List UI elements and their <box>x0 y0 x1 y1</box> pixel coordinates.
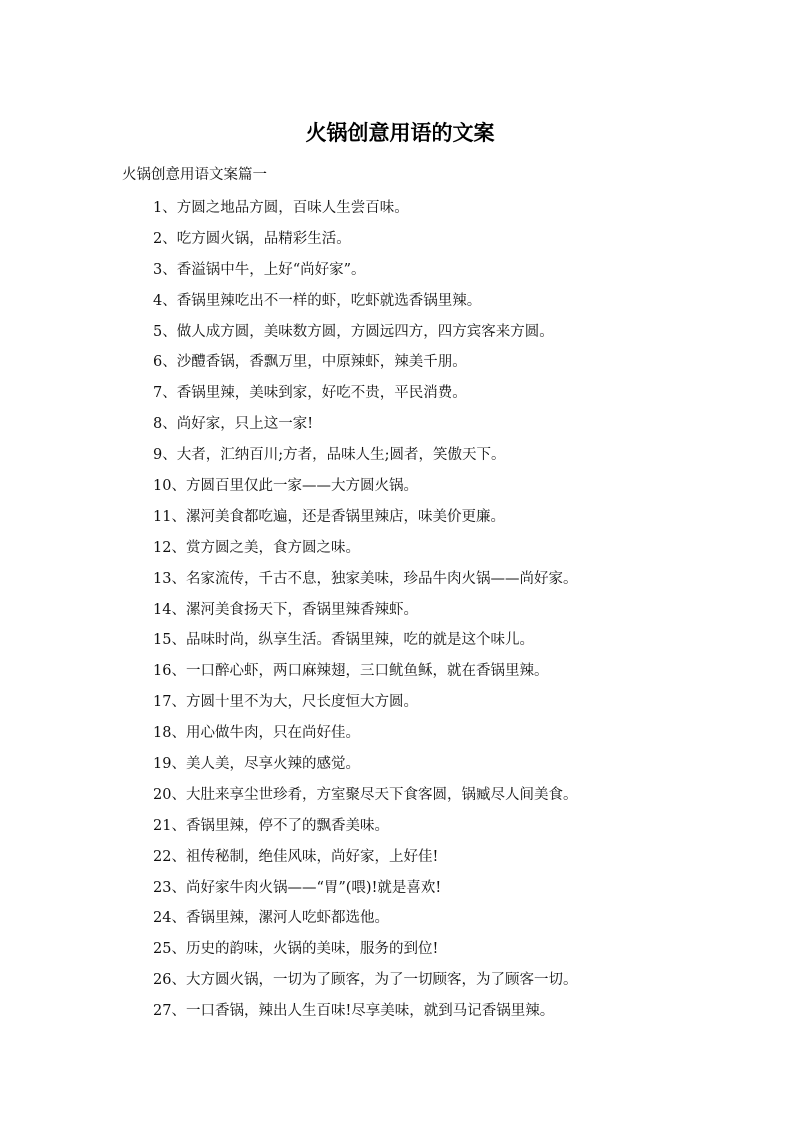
list-item: 25、历史的韵味，火锅的美味，服务的到位! <box>153 941 439 958</box>
section-heading: 火锅创意用语文案篇一 <box>122 167 267 183</box>
list-item: 9、大者，汇纳百川;方者，品味人生;圆者，笑傲天下。 <box>153 447 506 464</box>
list-item: 7、香锅里辣，美味到家，好吃不贵，平民消费。 <box>153 385 467 402</box>
list-item: 4、香锅里辣吃出不一样的虾，吃虾就选香锅里辣。 <box>153 292 482 309</box>
list-item: 27、一口香锅，辣出人生百味!尽享美味，就到马记香锅里辣。 <box>153 1003 555 1020</box>
list-item: 1、方圆之地品方圆，百味人生尝百味。 <box>153 200 409 216</box>
list-item: 22、祖传秘制，绝佳风味，尚好家，上好佳! <box>153 848 439 865</box>
list-item: 8、尚好家，只上这一家! <box>153 416 314 433</box>
list-item: 3、香溢锅中牛，上好“尚好家”。 <box>153 261 366 278</box>
list-item: 20、大肚来享尘世珍肴，方室聚尽天下食客圆，锅臧尽人间美食。 <box>153 786 578 803</box>
list-item: 6、沙醴香锅，香飘万里，中原辣虾，辣美千朋。 <box>153 354 467 371</box>
list-item: 23、尚好家牛肉火锅——“胃”(喂)!就是喜欢! <box>153 879 442 896</box>
document-title: 火锅创意用语的文案 <box>305 121 495 145</box>
list-item: 21、香锅里辣，停不了的飘香美味。 <box>153 817 389 834</box>
list-item: 11、漯河美食都吃遍，还是香锅里辣店，味美价更廉。 <box>153 508 505 525</box>
list-item: 19、美人美，尽享火辣的感觉。 <box>153 756 360 773</box>
list-item: 24、香锅里辣，漯河人吃虾都选他。 <box>153 910 389 927</box>
list-item: 14、漯河美食扬天下，香锅里辣香辣虾。 <box>153 601 418 618</box>
list-item: 15、品味时尚，纵享生活。香锅里辣，吃的就是这个味儿。 <box>153 632 534 649</box>
list-item: 10、方圆百里仅此一家——大方圆火锅。 <box>153 478 418 495</box>
slogan-list <box>153 197 673 1031</box>
list-item: 5、做人成方圆，美味数方圆，方圆远四方，四方宾客来方圆。 <box>153 323 554 340</box>
list-item: 2、吃方圆火锅，品精彩生活。 <box>153 230 351 247</box>
list-item: 26、大方圆火锅，一切为了顾客，为了一切顾客，为了顾客一切。 <box>153 972 578 989</box>
list-item: 13、名家流传，千古不息，独家美味，珍品牛肉火锅——尚好家。 <box>153 570 578 587</box>
list-item: 18、用心做牛肉，只在尚好佳。 <box>153 725 360 742</box>
list-item: 17、方圆十里不为大，尺长度恒大方圆。 <box>153 694 418 711</box>
list-item: 12、赏方圆之美，食方圆之味。 <box>153 539 360 556</box>
list-item: 16、一口醉心虾，两口麻辣翅，三口鱿鱼稣，就在香锅里辣。 <box>153 663 549 680</box>
